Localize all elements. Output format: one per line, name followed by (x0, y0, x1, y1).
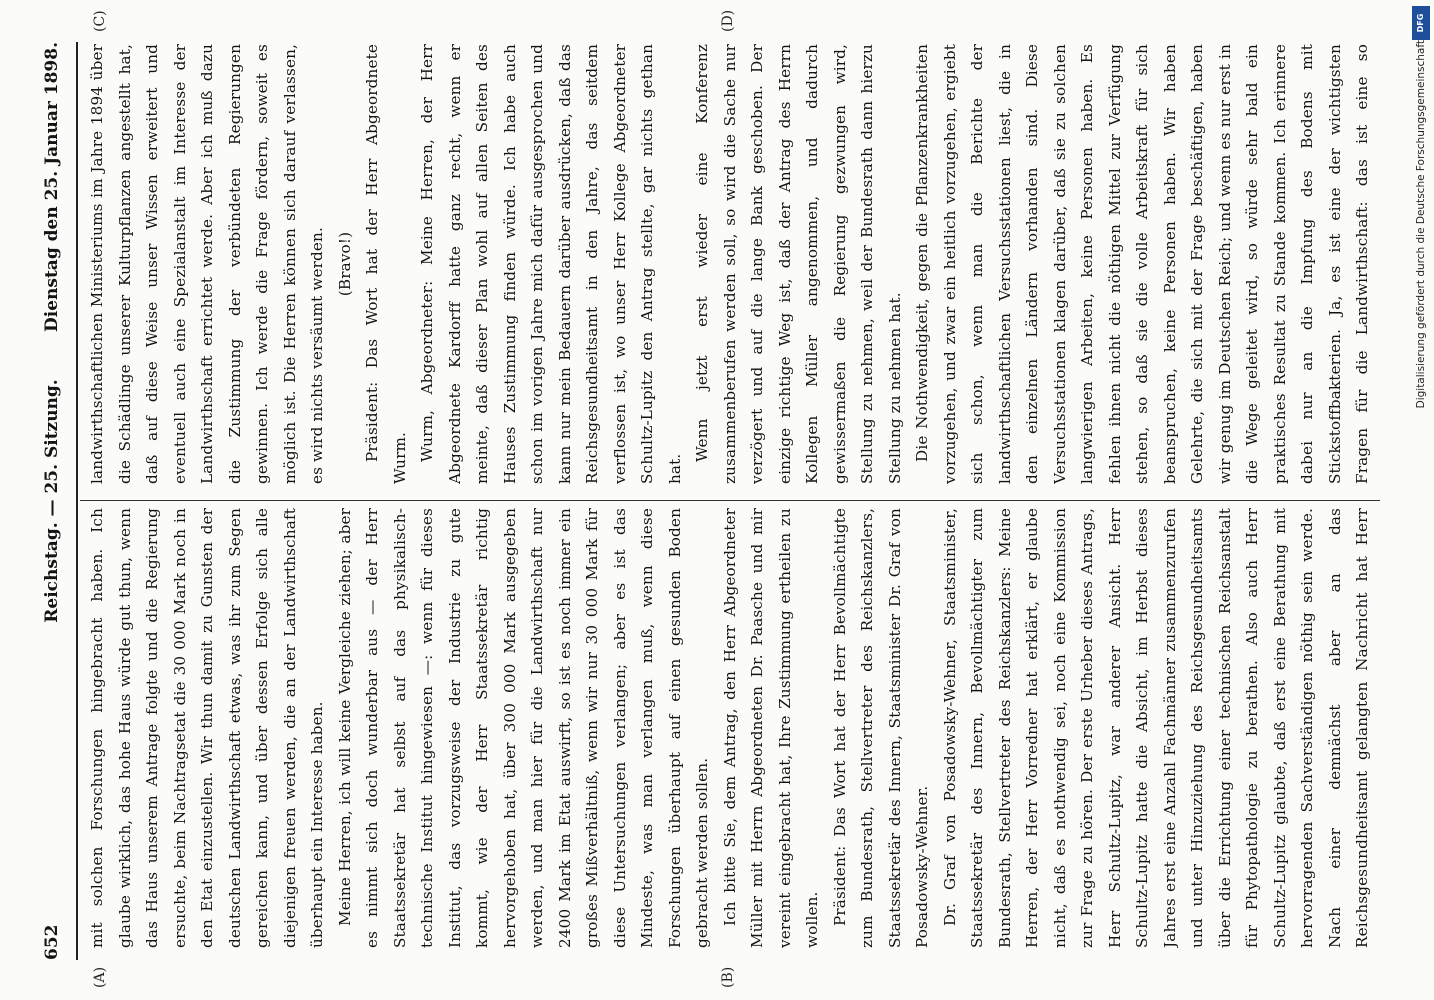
column-divider (80, 500, 1380, 501)
paragraph: Die Nothwendigkeit, gegen die Pflanzenkrankheiten vorzugehen, und zwar ein heitlich vorzugehen, ergiebt sich schon, wenn man die Berichte der landwirthschaftlichen Versuchsstationen liest, die in den einzelnen Ländern vorhanden sind. Diese Versuchsstationen klagen darüber, daß sie zu solchen langwierigen Arbeiten, keine Personen haben. Es fehlen ihnen nicht die nöthigen Mittel zur Verfügung stehen, so daß sie die volle Arbeitskraft für sich beanspruchen, keine Personen haben. Wir haben Gelehrte, die sich mit der Frage beschäftigen, haben wir genug im Deutschen Reich; und wenn es nur erst in die Wege geleitet wird, so würde sehr bald ein praktisches Resultat zu Stande kommen. Ich erinnere dabei nur an die Impfung des Bodens mit Stickstoffbakterien. Ja, es ist eine der wichtigsten Fragen für die Landwirthschaft: das ist eine so (913, 44, 1371, 484)
right-column (84, 44, 1374, 484)
speaker-paragraph: Wurm, Abgeordneter: Meine Herren, der Herr Abgeordnete Kardorff hatte ganz recht, wenn er meinte, daß dieser Plan wohl auf allen Seiten des Hauses Zustimmung finden würde. Ich habe auch schon im vorigen Jahre mich dafür ausgesprochen und kann nur mein Bedauern darüber ausdrücken, daß das Reichsgesundheitsamt in den Jahre, das seitdem verflossen ist, wo unser Herr Kollege Abgeordneter Schultz-Lupitz den Antrag stellte, gar nichts gethan hat. (418, 44, 684, 484)
header-rule (76, 42, 78, 960)
digitization-footnote (1412, 0, 1430, 1000)
paragraph: Ich bitte Sie, dem Antrag, den Herr Abgeordneter Müller mit Herrn Abgeordneten Dr. Paasche und mir vereint eingebracht hat, Ihre Zustimmung ertheilen zu wollen. (720, 508, 821, 948)
speaker-paragraph: Dr. Graf von Posadowsky-Wehner, Staatsminister, Staatssekretär des Innern, Bevollmächtigter zum Bundesrath, Stellvertreter des Reichskanzlers: Meine Herren, der Herr Vorredner hat erklärt, er glaube nicht, daß es nothwendig sei, noch eine Kommission zur Frage zu hören. Der erste Urheber dieses Antrags, Herr Schultz-Lupitz, war anderer Ansicht. Herr Schultz-Lupitz hatte die Absicht, im Herbst dieses Jahres erst eine Anzahl Fachmänner zusammenzurufen und unter Hinzuziehung des Reichsgesundheitsamts über die Errichtung einer technischen Reichsanstalt für Phytopathologie zu berathen. Also auch Herr Schultz-Lupitz glaubte, daß erst eine Berathung mit hervorragenden Sachverständigen nöthig sein werde. Nach einer demnächst aber an das Reichsgesundheitsamt gelangten Nachricht hat Herr (940, 508, 1371, 948)
paragraph: Meine Herren, ich will keine Vergleiche ziehen; aber es nimmt sich doch wunderbar aus — der Herr Staatssekretär hat selbst auf das physikalisch-technische Institut hingewiesen —: wenn für dieses Institut, das vorzugsweise der Industrie zu gute kommt, wie der Herr Staatssekretär richtig hervorgehoben hat, über 300 000 Mark ausgegeben werden, und man hier für die Landwirthschaft nur 2400 Mark im Etat auswirft, so ist es noch immer ein großes Mißverhältniß, wenn wir nur 30 000 Mark für diese Untersuchungen verlangen; aber es ist das Mindeste, was man verlangen muß, wenn diese Forschungen überhaupt auf einen gesunden Boden gebracht werden sollen. (335, 508, 711, 948)
page-header (42, 42, 72, 960)
margin-marker-a: (A) (92, 966, 108, 988)
left-column (84, 508, 1374, 948)
margin-marker-b: (B) (720, 966, 736, 988)
speaker-paragraph: Präsident: Das Wort hat der Herr Bevollmächtigte zum Bundesrath, Stellvertreter des Reichskanzlers, Staatssekretär des Innern, Staatsminister Dr. Graf von Posadowsky-Wehner. (830, 508, 931, 948)
interjection: (Bravo!) (335, 231, 354, 297)
margin-marker-c: (C) (92, 10, 108, 32)
paragraph: Wenn jetzt erst wieder eine Konferenz zusammenberufen werden soll, so wird die Sache nur verzögert und auf die lange Bank geschoben. Der einzige richtige Weg ist, daß der Antrag des Herrn Kollegen Müller angenommen, und dadurch gewissermaßen die Regierung gezwungen wird, Stellung zu nehmen, weil der Bundesrath dann hierzu Stellung zu nehmen hat. (693, 44, 904, 484)
speaker-paragraph: Präsident: Das Wort hat der Herr Abgeordnete Wurm. (363, 44, 409, 484)
paragraph: mit solchen Forschungen hingebracht haben. Ich glaube wirklich, das hohe Haus würde gut thun, wenn das Haus unserem Antrage folgte und die Regierung ersuchte, beim Nachtragsetat die 30 000 Mark noch in den Etat einzustellen. Wir thun damit zu Gunsten der deutschen Landwirthschaft etwas, was ihr zum Segen gereichen kann, und über dessen Erfolge sich alle diejenigen freuen werden, die an der Landwirthschaft überhaupt ein Interesse haben. (88, 508, 326, 948)
digitization-note: Digitalisierung gefördert durch die Deutsche Forschungsgemeinschaft (1415, 40, 1427, 409)
page-title: Reichstag. — 25. Sitzung. (42, 379, 62, 623)
dfg-logo (1412, 6, 1430, 40)
page-number: 652 (42, 924, 62, 960)
margin-marker-d: (D) (720, 9, 736, 32)
dfg-logo-text: DFG (1416, 13, 1425, 33)
paragraph: landwirthschaftlichen Ministeriums im Jahre 1894 über die Schädlinge unserer Kulturpflanzen angestellt hat, daß auf diese Weise unser Wissen erweitert und eventuell auch eine Spezialanstalt im Interesse der Landwirthschaft errichtet werde. Aber ich muß dazu die Zustimmung der verbündeten Regierungen gewinnen. Ich werde die Frage fördern, soweit es möglich ist. Die Herren können sich darauf verlassen, es wird nichts versäumt werden. (88, 44, 326, 484)
page-date: Dienstag den 25. Januar 1898. (42, 42, 62, 332)
